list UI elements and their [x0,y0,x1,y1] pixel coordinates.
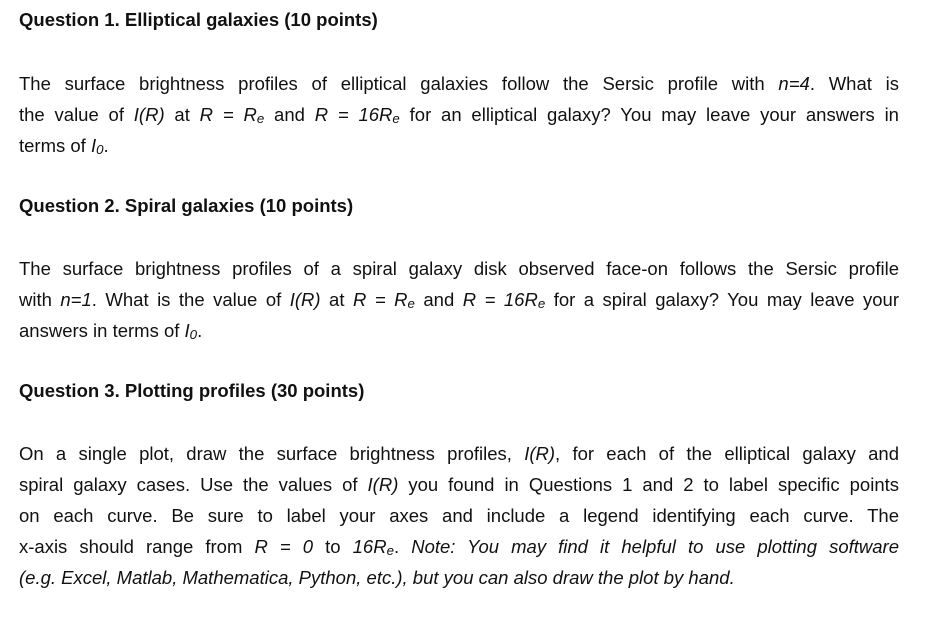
question-3-line-1 [19,438,899,469]
subscript-e: e [392,110,400,126]
question-3-line-4 [19,531,899,562]
subscript-e: e [386,542,394,558]
text-run: and [264,104,315,125]
text-run: . [197,320,203,341]
sersic-index: n=1 [60,289,92,310]
text-run: terms of [19,135,91,156]
text-run: on each curve. Be sure to label your axes and include a legend identifying each curve. The [19,505,899,526]
sersic-index: n=4 [778,73,810,94]
text-run: On a single plot, draw the surface brightness profiles, [19,443,525,464]
question-2-line-2 [19,284,899,315]
question-3-line-3 [19,500,899,531]
math-IR: I(R) [133,104,165,125]
text-run: . What is [809,73,900,94]
text-run: at [320,289,353,310]
text-run: The surface brightness profiles of a spiral galaxy disk observed face-on follows the Sersic profile [19,258,899,279]
math-IR: I(R) [367,474,399,495]
text-run: x-axis should range from [19,536,255,557]
subscript-e: e [537,295,546,311]
math-IR: I(R) [524,443,556,464]
math-IR: I(R) [289,289,321,310]
question-2-heading: Question 2. Spiral galaxies (10 points) [19,195,354,216]
math-run: R = R [199,104,257,125]
math-run: R = 16R [462,289,538,310]
text-run: for a spiral galaxy? You may leave your [545,289,899,310]
subscript-e: e [407,295,415,311]
math-run: I [90,135,97,156]
math-run: I [184,320,190,341]
text-run: with [19,289,61,310]
math-R-equals-16Re [463,289,545,310]
question-3-line-5 [19,562,899,593]
math-I0 [185,320,198,341]
question-3-line-2 [19,469,899,500]
text-run: to [313,536,353,557]
question-1-line-2 [19,99,899,130]
math-run: R = 16R [314,104,393,125]
text-run: you found in Questions 1 and 2 to label specific points [398,474,899,495]
note-text: Note: You may find it helpful to use plotting software [411,536,900,557]
question-1-heading: Question 1. Elliptical galaxies (10 points) [19,9,378,30]
math-run: 16R [352,536,387,557]
math-R-equals-0: R = 0 [254,536,314,557]
text-run: The surface brightness profiles of elliptical galaxies follow the Sersic profile with [19,73,779,94]
text-run: for an elliptical galaxy? You may leave your answers in [399,104,899,125]
question-1-line-1 [19,68,899,99]
question-3-heading: Question 3. Plotting profiles (30 points) [19,380,365,401]
math-16Re [353,536,394,557]
text-run: at [164,104,200,125]
math-I0 [91,135,104,156]
subscript-0: 0 [189,326,198,342]
math-R-equals-Re [200,104,265,125]
text-run: . [103,135,109,156]
text-run: spiral galaxy cases. Use the values of [19,474,368,495]
text-run: . [393,536,412,557]
text-run: . What is the value of [91,289,290,310]
text-run: the value of [19,104,134,125]
text-run: , for each of the elliptical galaxy and [555,443,899,464]
math-run: R = R [352,289,408,310]
question-2-text [19,253,899,346]
question-1-line-3 [19,130,899,161]
subscript-e: e [256,110,265,126]
question-3-text [19,438,899,593]
question-1-text [19,68,899,161]
subscript-0: 0 [96,141,104,157]
question-2-line-3 [19,315,899,346]
math-R-equals-Re [353,289,415,310]
text-run: and [414,289,463,310]
text-run: answers in terms of [19,320,185,341]
question-2-line-1 [19,253,899,284]
math-R-equals-16Re [315,104,400,125]
note-text: (e.g. Excel, Matlab, Mathematica, Python, etc.), but you can also draw the plot by hand. [19,567,735,588]
